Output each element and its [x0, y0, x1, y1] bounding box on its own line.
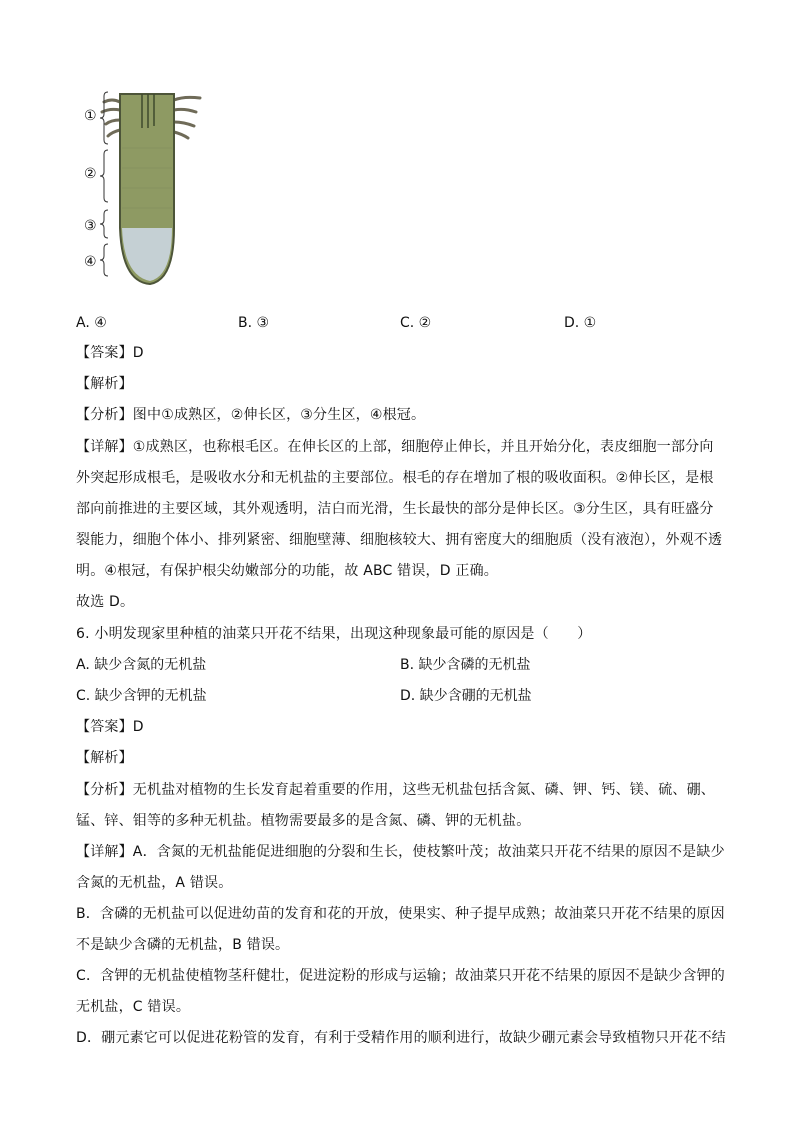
q6-detail-line: 含氮的无机盐，A 错误。	[76, 875, 233, 891]
q6-option-a: A. 缺少含氮的无机盐	[76, 657, 207, 673]
q5-option-d: D. ①	[564, 315, 597, 331]
q6-analysis-heading: 【解析】	[76, 750, 133, 766]
q5-analysis: 【分析】图中①成熟区，②伸长区，③分生区，④根冠。	[76, 407, 426, 423]
marker-3: ③	[84, 218, 97, 234]
q6-stem: 6. 小明发现家里种植的油菜只开花不结果，出现这种现象最可能的原因是（ ）	[76, 626, 592, 642]
marker-1: ①	[84, 108, 97, 124]
q6-analysis-line: 【分析】无机盐对植物的生长发育起着重要的作用，这些无机盐包括含氮、磷、钾、钙、镁、硫、硼、	[76, 782, 715, 798]
q5-detail-line: 【详解】①成熟区，也称根毛区。在伸长区的上部，细胞停止伸长，并且开始分化，表皮细胞一部分向	[76, 439, 714, 455]
q5-option-a: A. ④	[76, 315, 107, 331]
marker-2: ②	[84, 166, 97, 182]
q6-analysis-line: 锰、锌、钼等的多种无机盐。植物需要最多的是含氮、磷、钾的无机盐。	[76, 813, 531, 829]
q6-answer: 【答案】D	[76, 719, 144, 735]
q6-detail-line: D．硼元素它可以促进花粉管的发育，有利于受精作用的顺利进行，故缺少硼元素会导致植物只开花不结	[76, 1030, 726, 1046]
q5-detail-line: 明。④根冠，有保护根尖幼嫩部分的功能，故 ABC 错误，D 正确。	[76, 563, 498, 579]
marker-4: ④	[84, 254, 97, 270]
q6-option-d: D. 缺少含硼的无机盐	[400, 688, 532, 704]
q5-option-b: B. ③	[238, 315, 270, 331]
q5-option-c: C. ②	[400, 315, 432, 331]
q5-analysis-heading: 【解析】	[76, 376, 133, 392]
q5-answer: 【答案】D	[76, 345, 144, 361]
root-tip-figure	[78, 88, 218, 288]
q6-detail-line: 无机盐，C 错误。	[76, 999, 191, 1015]
q6-detail-line: 【详解】A．含氮的无机盐能促进细胞的分裂和生长，使枝繁叶茂；故油菜只开花不结果的原因不是缺少	[76, 844, 725, 860]
q5-detail-line: 裂能力，细胞个体小、排列紧密、细胞壁薄、细胞核较大、拥有密度大的细胞质（没有液泡），外观不透	[76, 532, 723, 548]
q5-conclusion: 故选 D。	[76, 594, 135, 610]
q6-option-b: B. 缺少含磷的无机盐	[400, 657, 531, 673]
q6-detail-line: C．含钾的无机盐使植物茎秆健壮，促进淀粉的形成与运输；故油菜只开花不结果的原因不是缺少含钾的	[76, 968, 725, 984]
q6-option-c: C. 缺少含钾的无机盐	[76, 688, 207, 704]
q6-detail-line: B．含磷的无机盐可以促进幼苗的发育和花的开放，使果实、种子提早成熟；故油菜只开花不结果的原因	[76, 906, 725, 922]
q5-detail-line: 部向前推进的主要区域，其外观透明，洁白而光滑，生长最快的部分是伸长区。③分生区，具有旺盛分	[76, 501, 714, 517]
q6-detail-line: 不是缺少含磷的无机盐，B 错误。	[76, 937, 290, 953]
q5-detail-line: 外突起形成根毛，是吸收水分和无机盐的主要部位。根毛的存在增加了根的吸收面积。②伸长区，是根	[76, 470, 714, 486]
root-tip-illustration	[78, 88, 218, 288]
